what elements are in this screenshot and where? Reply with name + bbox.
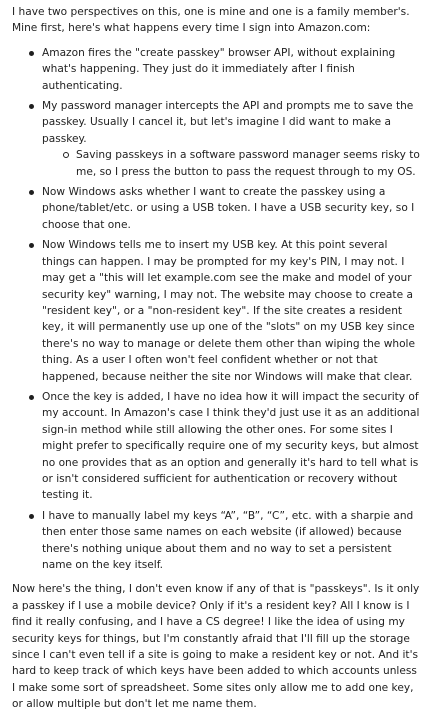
list-item-text: My password manager intercepts the API and prompts me to save the passkey. Usually I cancel it, but let's imagine I did want to make a passkey.: [42, 100, 414, 145]
list-item: [42, 508, 423, 574]
closing-paragraph: Now here's the thing, I don't even know if any of that is "passkeys". Is it only a passkey if I use a mobile device? Only if it's a resident key? All I know is I find it really confusing, and I have a CS degree! I like the idea of using my security keys for things, but I'm constantly afraid that I'll fill up the storage since I can't even tell if a site is going to make a resident key or not. And it's hard to keep track of which keys have been added to which accounts unless I make some sort of spreadsheet. Some sites only allow me to add one key, or allow multiple but don't let me name them.: [12, 583, 420, 711]
list-item-text: Once the key is added, I have no idea how it will impact the security of my account. In Amazon's case I think they'd just use it as an additional sign-in method while still allowing the other ones. For some sites I might prefer to specifically require one of my security keys, but almost no one provides that as an option and generally it's hard to tell what is or isn't considered sufficient for authentication or recovery without testing it.: [42, 390, 420, 502]
intro-paragraph: I have two perspectives on this, one is mine and one is a family member's. Mine first, here's what happens every time I sign into Amazon.com:: [12, 6, 410, 35]
nested-list-item: [76, 147, 423, 180]
list-item: [42, 98, 423, 180]
nested-list: [42, 147, 423, 180]
list-item: [42, 184, 423, 233]
list-item-text: Now Windows tells me to insert my USB key. At this point several things can happen. I may be prompted for my key's PIN, I may not. I may get a "this will let example.com see the make and model of your security key" warning, I may not. The website may choose to create a "resident key", or a "non-resident key". If the site creates a resident key, it will permanently use up one of the "slots" on my USB key since there's no way to manage or delete them other than wiping the whole thing. As a user I often won't feel confident whether or not that happened, because neither the site nor Windows will make that clear.: [42, 239, 416, 383]
steps-list: [12, 45, 423, 574]
list-item-text: Amazon fires the "create passkey" browser API, without explaining what's happening. They just do it immediately after I finish authenticating.: [42, 46, 396, 92]
list-item: [42, 389, 423, 504]
nested-list-item-text: Saving passkeys in a software password manager seems risky to me, so I press the button to pass the request through to my OS.: [76, 149, 420, 178]
list-item: [42, 45, 423, 94]
list-item-text: I have to manually label my keys “A”, “B”, “C”, etc. with a sharpie and then enter those same names on each website (if allowed) because there's nothing unique about them and no way to set a persistent name on the key itself.: [42, 509, 414, 571]
list-item: [42, 237, 423, 385]
list-item-text: Now Windows asks whether I want to create the passkey using a phone/tablet/etc. or using a USB token. I have a USB security key, so I choose that one.: [42, 186, 415, 231]
